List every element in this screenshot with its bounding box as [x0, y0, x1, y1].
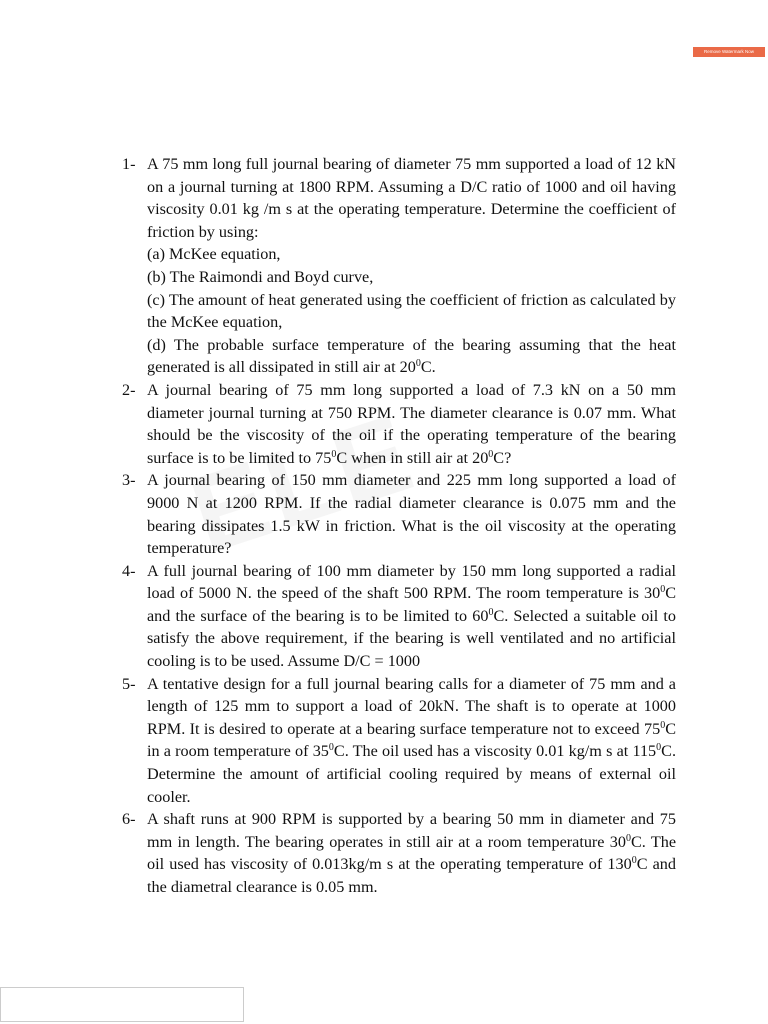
text-segment: C when in still air at 20	[336, 448, 489, 467]
text-segment: C in a room temperature of 35	[147, 719, 676, 761]
question-body	[147, 808, 676, 898]
degree-superscript: 0	[625, 832, 631, 844]
question-number: 3-	[122, 471, 136, 490]
question-paragraph	[147, 808, 676, 898]
question-body	[147, 469, 676, 559]
text-segment: (b) The Raimondi and Boyd curve,	[147, 267, 374, 286]
question-body	[147, 560, 676, 673]
text-segment: (d) The probable surface temperature of the bearing assuming that the heat generated is all dissipated in still air at 20	[147, 335, 676, 377]
question-body	[147, 379, 676, 469]
question-paragraph	[147, 266, 676, 289]
degree-superscript: 0	[488, 606, 494, 618]
text-segment: A tentative design for a full journal bearing calls for a diameter of 75 mm and a length of 125 mm to support a load of 20kN. The shaft is to operate at 1000 RPM. It is desired to operate at a bearing surface temperature not to exceed 75	[147, 674, 676, 738]
problem-list	[122, 153, 676, 899]
text-segment: (a) McKee equation,	[147, 245, 281, 264]
footer-box	[0, 987, 244, 1022]
question-number: 2-	[122, 380, 136, 399]
degree-superscript: 0	[415, 358, 421, 370]
text-segment: C.	[420, 358, 436, 377]
question-paragraph	[147, 153, 676, 243]
text-segment: C. The oil used has a viscosity 0.01 kg/m s at 115	[333, 742, 657, 761]
question-number: 6-	[122, 810, 136, 829]
question-paragraph	[147, 673, 676, 809]
question-body	[147, 673, 676, 809]
question-item	[122, 808, 676, 898]
degree-superscript: 0	[331, 448, 337, 460]
question-item	[122, 560, 676, 673]
text-segment: C. Selected a suitable oil to satisfy the above requirement, if the bearing is well ventilated and no artificial cooling is to be used. Assume D/C = 1000	[147, 606, 677, 671]
degree-superscript: 0	[631, 855, 637, 867]
question-number: 5-	[122, 674, 136, 693]
text-segment: A full journal bearing of 100 mm diameter by 150 mm long supported a radial load of 5000 N. the speed of the shaft 500 RPM. The room temperature is 30	[147, 561, 676, 603]
degree-superscript: 0	[660, 584, 666, 596]
text-segment: C. The oil used has viscosity of 0.013kg/m s at the operating temperature of 130	[147, 832, 677, 874]
degree-superscript: 0	[488, 448, 494, 460]
question-item	[122, 379, 676, 469]
remove-watermark-button[interactable]: Remove Watermark Now	[693, 47, 765, 57]
text-segment: C and the diametral clearance is 0.05 mm.	[147, 855, 676, 896]
text-segment: A shaft runs at 900 RPM is supported by a bearing 50 mm in diameter and 75 mm in length. The bearing operates in still air at a room temperature 30	[147, 810, 676, 851]
question-number: 1-	[122, 155, 136, 173]
text-segment: (c) The amount of heat generated using the coefficient of friction as calculated by the McKee equation,	[147, 290, 676, 332]
question-paragraph	[147, 469, 676, 559]
text-segment: C. Determine the amount of artificial cooling required by means of external oil cooler.	[147, 742, 676, 806]
question-body	[147, 153, 676, 379]
question-item	[122, 673, 676, 809]
question-item	[122, 469, 676, 559]
question-paragraph	[147, 334, 676, 379]
question-paragraph	[147, 289, 676, 334]
text-segment: C and the surface of the bearing is to be limited to 60	[147, 584, 676, 625]
question-item	[122, 153, 676, 379]
question-paragraph	[147, 243, 676, 266]
question-number: 4-	[122, 561, 136, 580]
degree-superscript: 0	[660, 719, 666, 731]
degree-superscript: 0	[656, 742, 662, 754]
text-segment: A journal bearing of 75 mm long supported a load of 7.3 kN on a 50 mm diameter journal turning at 750 RPM. The diameter clearance is 0.07 mm. What should be the viscosity of the oil if the operating temperature of the bearing surface is to be limited to 75	[147, 380, 676, 467]
text-segment: A 75 mm long full journal bearing of diameter 75 mm supported a load of 12 kN on a journal turning at 1800 RPM. Assuming a D/C ratio of 1000 and oil having viscosity 0.01 kg /m s at the operating temperature. Determine the coefficient of friction by using:	[147, 155, 676, 241]
text-segment: C?	[493, 448, 512, 467]
question-paragraph	[147, 560, 676, 673]
question-paragraph	[147, 379, 676, 469]
text-segment: A journal bearing of 150 mm diameter and 225 mm long supported a load of 9000 N at 1200 RPM. If the radial diameter clearance is 0.075 mm and the bearing dissipates 1.5 kW in friction. What is the oil viscosity at the operating temperature?	[147, 471, 676, 558]
degree-superscript: 0	[328, 742, 334, 754]
